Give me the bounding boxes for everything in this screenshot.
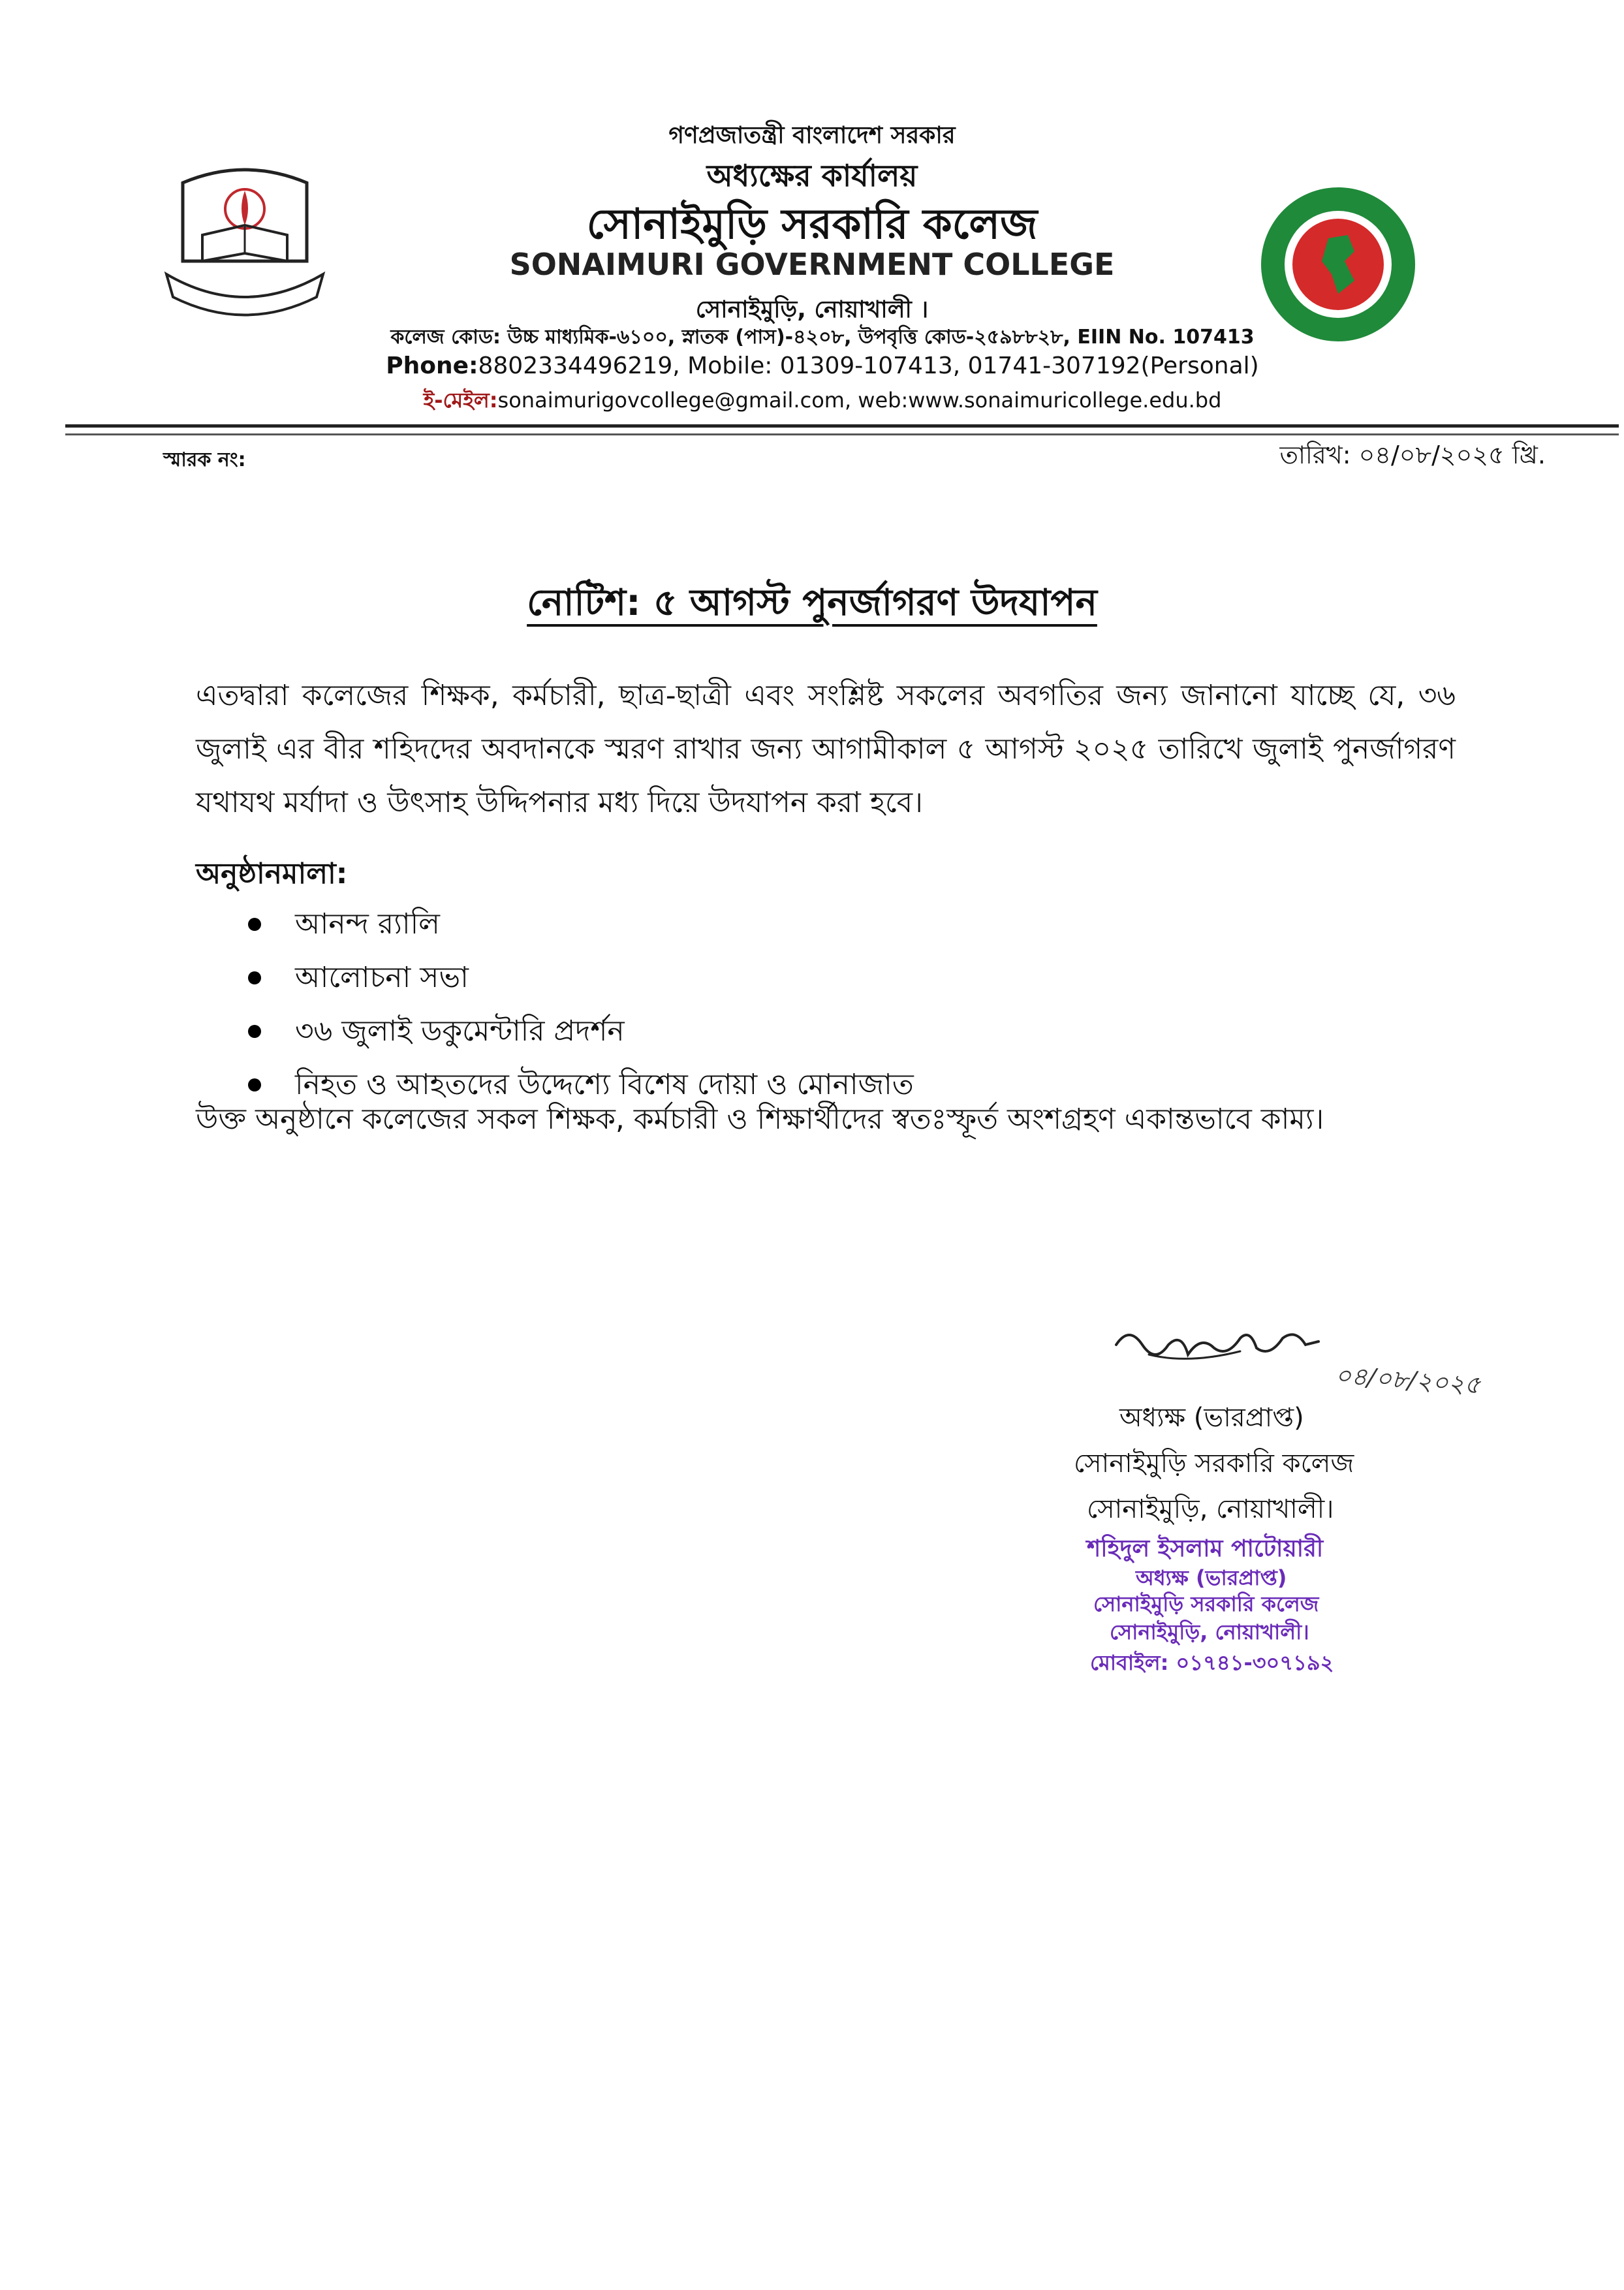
government-heading: গণপ্রজাতন্ত্রী বাংলাদেশ সরকার [668, 122, 956, 149]
office-heading: অধ্যক্ষের কার্যালয় [706, 158, 918, 193]
notice-body: এতদ্বারা কলেজের শিক্ষক, কর্মচারী, ছাত্র-ছাত্রী এবং সংশ্লিষ্ট সকলের অবগতির জন্য জানানো যাচ্ছে যে, ৩৬ জুলাই এর বীর শহিদদের অবদানকে স্মরণ রাখার জন্য আগামীকাল ৫ আগস্ট ২০২৫ তারিখে জুলাই পুনর্জাগরণ যথাযথ মর্যাদা ও উৎসাহ উদ্দিপনার মধ্য দিয়ে উদযাপন করা হবে। [196, 679, 1456, 819]
bullet-icon [248, 1025, 261, 1038]
program-item-text: আলোচনা সভা [295, 961, 469, 994]
college-name-bangla: সোনাইমুড়ি সরকারি কলেজ [586, 200, 1038, 249]
stamp-mobile: মোবাইল: ০১৭৪১-৩০৭১৯২ [1090, 1650, 1334, 1675]
email-value: sonaimurigovcollege@gmail.com, web:www.sonaimuricollege.edu.bd [497, 388, 1222, 413]
signature-date: ০৪/০৮/২০২৫ [1334, 1360, 1482, 1400]
program-item-text: ৩৬ জুলাই ডকুমেন্টারি প্রদর্শন [295, 1014, 625, 1048]
bullet-icon [248, 971, 261, 984]
header-divider-thin [65, 433, 1619, 435]
contact-email [313, 384, 1332, 419]
memo-reference: স্মারক নং: [163, 448, 246, 471]
program-item-text: নিহত ও আহতদের উদ্দেশ্যে বিশেষ দোয়া ও মোনাজাত [295, 1068, 914, 1101]
stamp-location: সোনাইমুড়ি, নোয়াখালী। [1110, 1620, 1309, 1644]
list-item [248, 898, 914, 951]
notice-title-text: নোটিশ: ৫ আগস্ট পুনর্জাগরণ উদযাপন [527, 582, 1097, 624]
list-item [248, 951, 914, 1005]
stamp-designation: অধ্যক্ষ (ভারপ্রাপ্ত) [1136, 1565, 1287, 1590]
memo-date: তারিখ: ০৪/০৮/২০২৫ খ্রি. [1279, 441, 1546, 469]
stamp-name: শহিদুল ইসলাম পাটোয়ারী [1087, 1535, 1324, 1562]
signatory-location: সোনাইমুড়ি, নোয়াখালী। [1087, 1494, 1334, 1524]
signature-scribble [1110, 1319, 1325, 1377]
notice-closing: উক্ত অনুষ্ঠানে কলেজের সকল শিক্ষক, কর্মচারী ও শিক্ষার্থীদের স্বতঃস্ফূর্ত অংশগ্রহণ একান্তভাবে কাম্য। [196, 1103, 1324, 1136]
stamp-college: সোনাইমুড়ি সরকারি কলেজ [1093, 1592, 1319, 1616]
contact-phone [313, 353, 1332, 379]
list-item [248, 1005, 914, 1058]
program-item-text: আনন্দ র‍্যালি [295, 907, 440, 941]
college-codes: কলেজ কোড: উচ্চ মাধ্যমিক-৬১০০, স্নাতক (পাস)-৪২০৮, উপবৃত্তি কোড-২৫৯৮৮২৮, EIIN No. 107413 [390, 326, 1255, 349]
bullet-icon [248, 1078, 261, 1091]
signatory-college: সোনাইমুড়ি সরকারি কলেজ [1074, 1449, 1354, 1479]
notice-title [0, 574, 1624, 636]
signatory-designation: অধ্যক্ষ (ভারপ্রাপ্ত) [1119, 1403, 1304, 1433]
header-divider [65, 424, 1619, 428]
bullet-icon [248, 918, 261, 931]
program-heading: অনুষ্ঠানমালা: [196, 857, 348, 890]
email-label: ই-মেইল: [423, 388, 498, 413]
college-name-english: SONAIMURI GOVERNMENT COLLEGE [509, 247, 1115, 282]
program-list [248, 898, 914, 1112]
phone-value: 8802334496219, Mobile: 01309-107413, 01741-307192(Personal) [478, 353, 1259, 379]
phone-label: Phone: [386, 353, 478, 379]
college-address: সোনাইমুড়ি, নোয়াখালী । [695, 296, 929, 323]
